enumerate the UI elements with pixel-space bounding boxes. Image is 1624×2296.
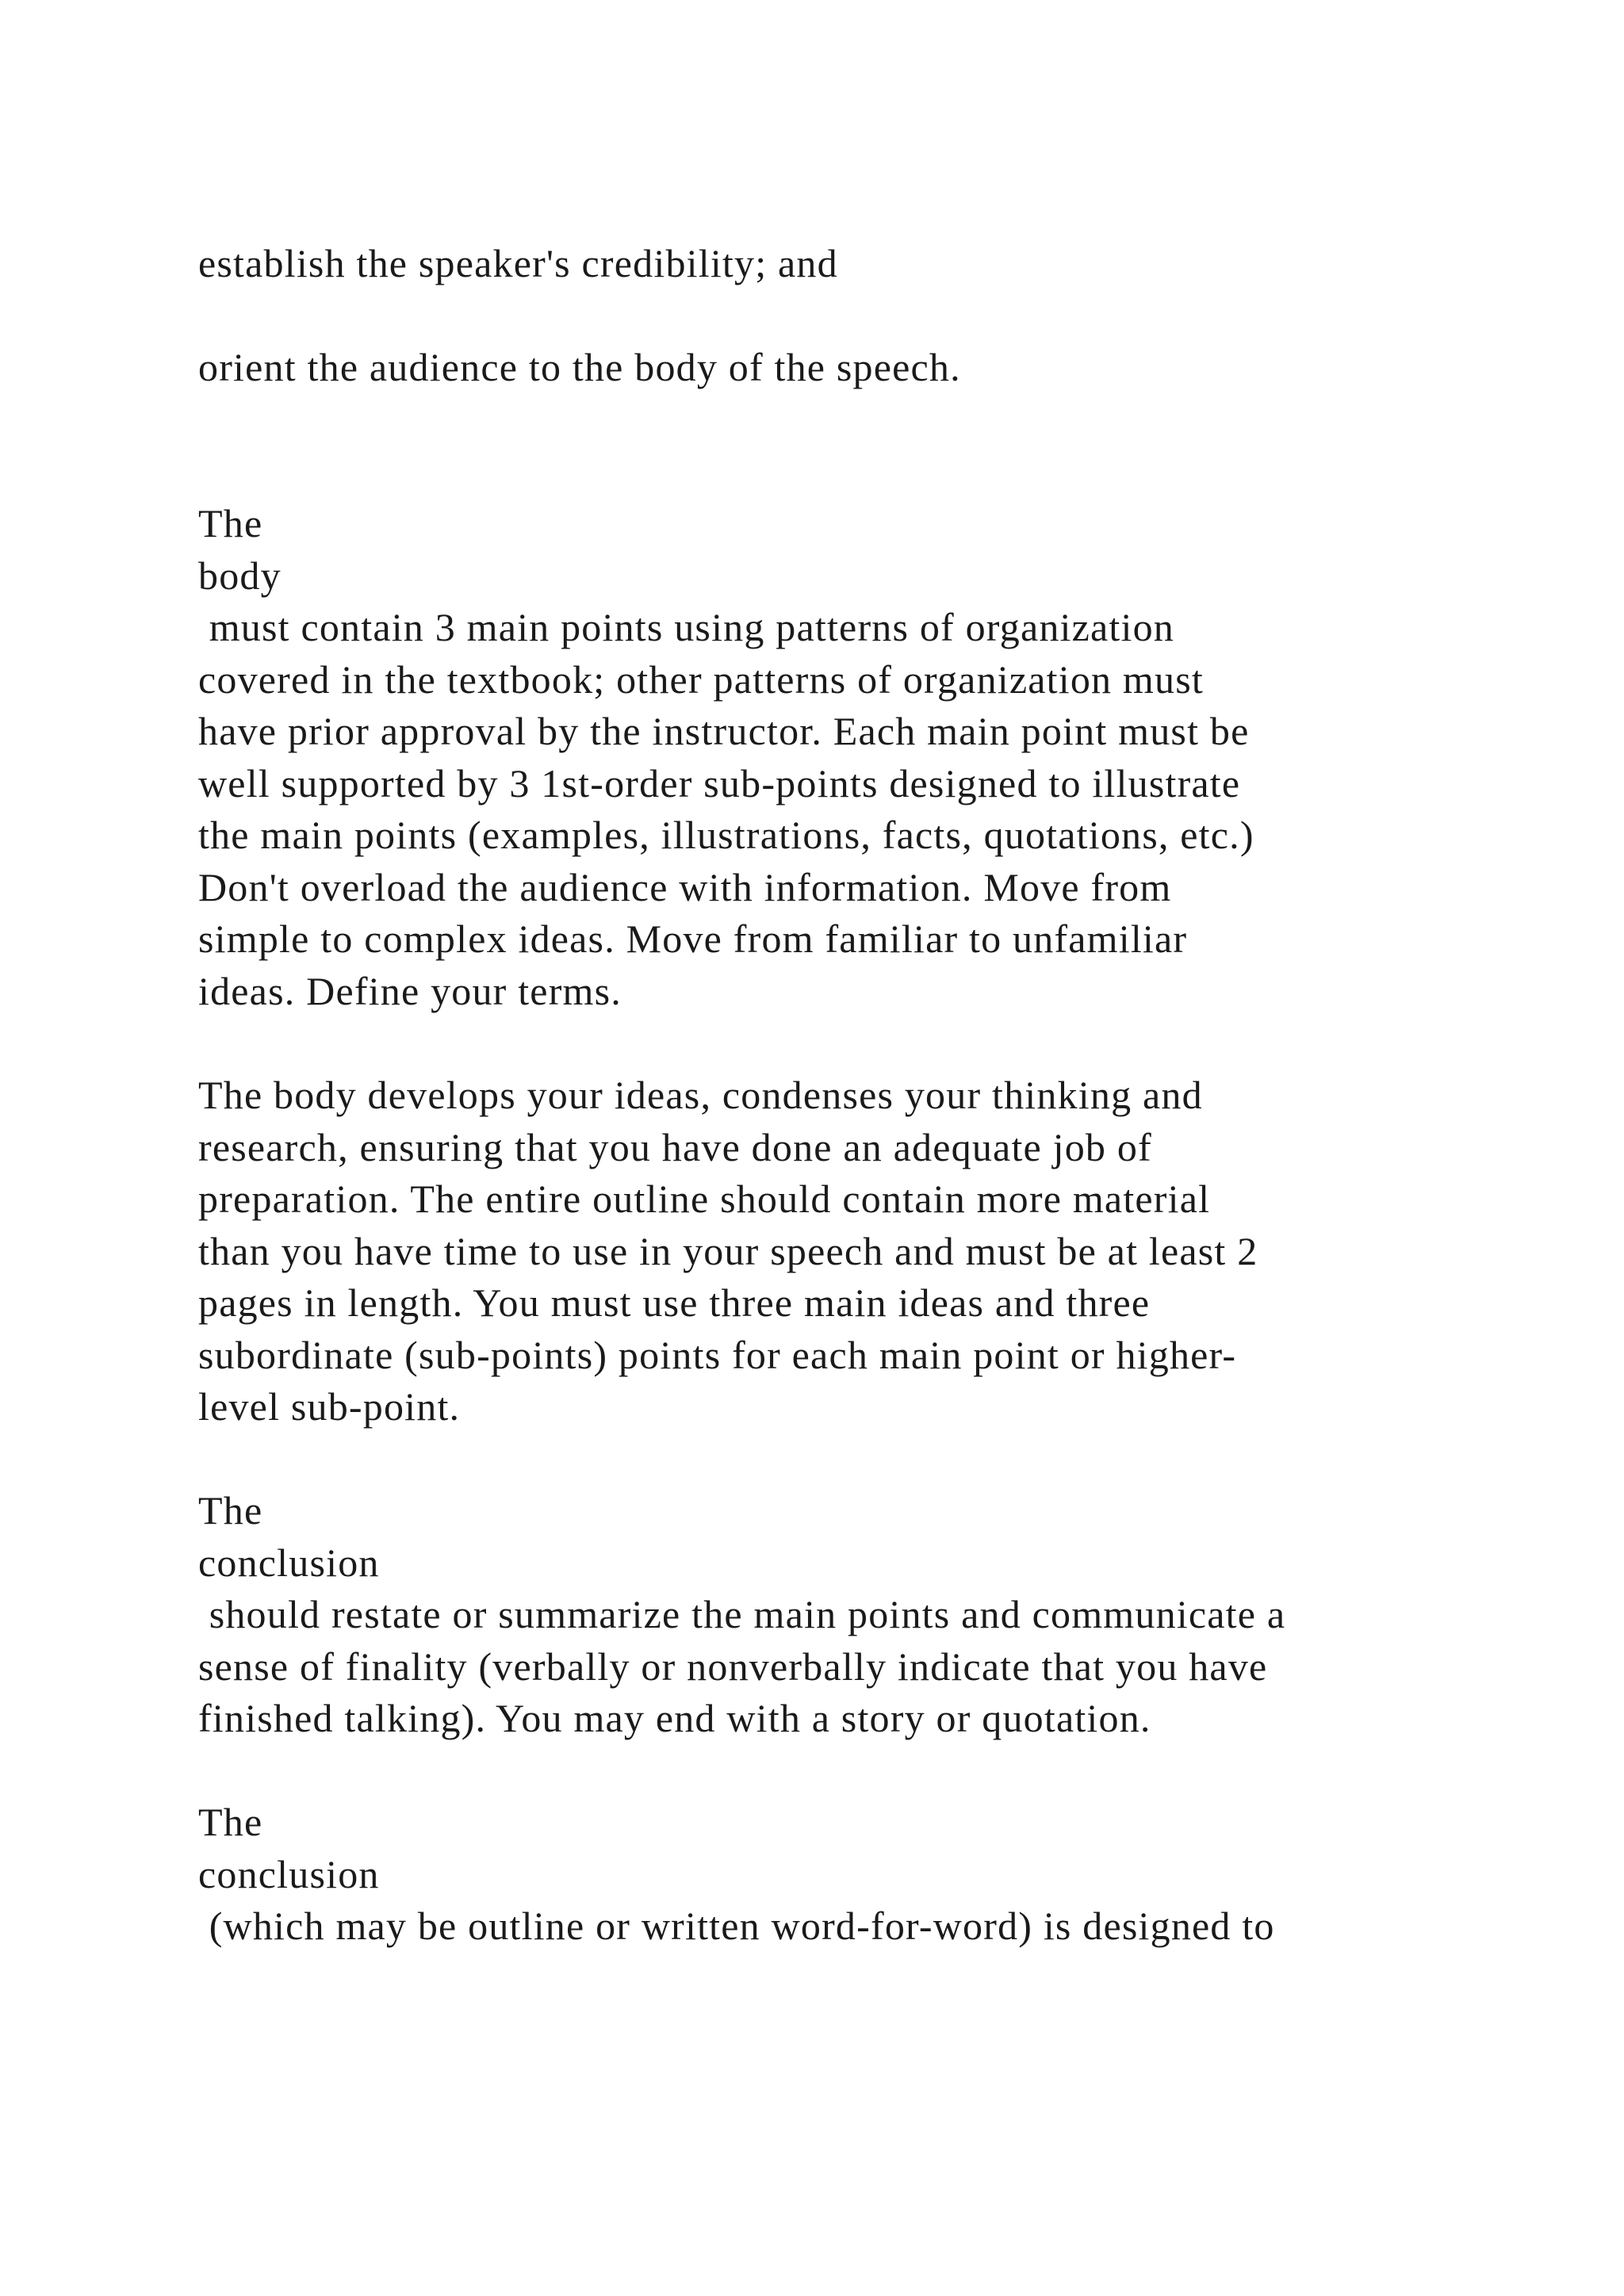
paragraph-orient-audience: orient the audience to the body of the speech. <box>198 345 961 389</box>
paragraph-conclusion-designed: The conclusion (which may be outline or written word-for-word) is designed to <box>198 1800 1275 1948</box>
paragraph-conclusion-restate: The conclusion should restate or summarize the main points and communicate a sense of finality (verbally or nonverbally indicate that you have finished talking). You may end with a story or quotation. <box>198 1488 1286 1740</box>
paragraph-body-requirements: The body must contain 3 main points using patterns of organization covered in the textbook; other patterns of organization must have prior approval by the instructor. Each main point must be well supported by 3 1st-order sub-points designed to illustrate the main points (examples, illustrations, facts, quotations, etc.) Don't overload the audience with information. Move from simple to complex ideas. Move from familiar to unfamiliar ideas. Define your terms. <box>198 501 1254 1013</box>
paragraph-credibility: establish the speaker's credibility; and <box>198 241 838 285</box>
paragraph-body-develops: The body develops your ideas, condenses your thinking and research, ensuring that you have done an adequate job of preparation. The entire outline should contain more material than you have time to use in your speech and must be at least 2 pages in length. You must use three main ideas and three subordinate (sub-points) points for each main point or higher- level sub-point. <box>198 1073 1258 1429</box>
